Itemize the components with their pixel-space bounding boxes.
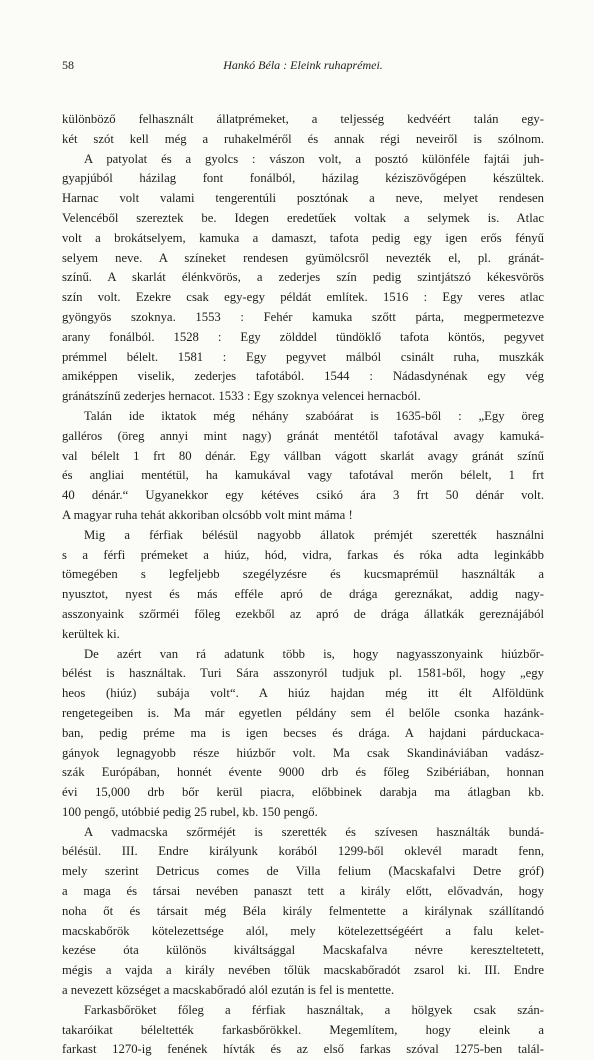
text-line: tömegében s legfeljebb szegélyzésre és kucsmaprémül használták a — [62, 567, 544, 582]
text-line: a magа és társai nevében panaszt tett a király előtt, elővadván, hogy — [62, 884, 544, 899]
body-text — [62, 110, 544, 1060]
text-line: különböző felhasznált állatprémeket, a teljesség kedvéért talán egy- — [62, 112, 544, 126]
text-line: takaróikat béleltették farkasbőrökkel. Megemlítem, hogy eleink a — [62, 1022, 544, 1037]
text-line: szák Európában, honnét évente 9000 drb és főleg Szibériában, honnan — [62, 765, 544, 780]
text-line: Farkasbőröket főleg a férfiak használtak, a hölgyek csak szán- — [84, 1002, 544, 1017]
text-line: kerültek ki. — [62, 626, 120, 641]
text-line: prémmel bélelt. 1581 : Egy pegyvet málból csinált ruha, muszkák — [62, 349, 544, 364]
text-line: nyusztot, nyest és más efféle apró de drága gereznákat, addig nagy- — [62, 587, 544, 602]
text-line: mely szerint Detricus comes de Villa felium (Macskafalvi Detre gróf) — [62, 864, 544, 879]
text-line: rengetegeiben is. Ma már egyetlen példány sem él belőle csonka hazánk- — [62, 705, 544, 720]
text-line: A magyar ruha tehát akkoriban olcsóbb volt mint máma ! — [62, 507, 353, 522]
text-line: bélésül. III. Endre királyunk korából 1299-ből oklevél maradt fenn, — [62, 844, 544, 859]
text-line: mégis a vajda a király nevében tőlük macskabőradót zsarol ki. III. Endre — [62, 963, 544, 978]
text-line: és angliai mentétül, ha kamukával vagy tafotával merőn bélelt, 1 frt — [62, 468, 544, 483]
running-title: Hankó Béla : Eleink ruhaprémei. — [223, 58, 383, 72]
text-line: Velencéből szereztek be. Idegen eredetűek voltak a selymek is. Atlac — [62, 210, 544, 225]
text-line: színű. A skarlát élénkvörös, a zederjes szín pedig szintjátszó kékesvörös — [62, 270, 544, 285]
text-line: s a férfi prémeket a hiúz, hód, vidra, farkas és róka adta leginkább — [62, 547, 544, 562]
text-line: Mig a férfiak bélésül nagyobb állatok prémjét szerették használni — [84, 527, 544, 542]
text-line: 40 dénár.“ Ugyanekkor egy kétéves csikó ára 3 frt 50 dénár volt. — [62, 488, 544, 503]
text-line: a nevezett községet a macskabőradó alól ezután is fel is mentette. — [62, 983, 395, 998]
text-line: ban, pedig préme ma is igen becses és drága. A hajdani párduckaca- — [62, 725, 544, 740]
text-line: évi 15,000 drb bőr kerül piacra, előbbinek darabja ma átlagban kb. — [62, 785, 544, 800]
text-line: arany fonálból. 1528 : Egy zölddel tündöklő tafota köntös, pegyvet — [62, 329, 544, 344]
text-line: 100 pengő, utóbbié pedig 25 rubel, kb. 150 pengő. — [62, 804, 318, 819]
page-number: 58 — [62, 58, 74, 72]
text-line: volt a brokátselyem, kamuka a damaszt, tafota pedig egy igen erős fényű — [62, 230, 544, 245]
text-line: kezése óta különös kiváltsággal Macskafalva névre kereszteltetett, — [62, 943, 544, 958]
text-line: Harnac volt valami tengerentúli posztónak a neve, melyet rendesen — [62, 191, 544, 206]
text-line: selyem neve. A színeket rendesen gyümölcsről nevezték el, pl. gránát- — [62, 250, 544, 265]
text-line: gányok legnagyobb része hiúzbőr volt. Ma csak Skandináviában vadász- — [62, 745, 544, 760]
text-line: A vadmacska szőrméjét is szerették és szívesen használták bundá- — [84, 824, 544, 839]
text-line: bélést is használtak. Turi Sára asszonyról tudjuk pl. 1581-ből, hogy „egy — [62, 666, 544, 681]
text-line: gyapjúból házilag font fonálból, házilag kéziszövőgépen készültek. — [62, 171, 544, 186]
text-line: galléros (öreg annyi mint nagy) gránát mentétől tafotával avagy kamuká- — [62, 428, 544, 443]
running-head — [62, 55, 544, 75]
text-line: De azért van rá adatunk több is, hogy nagyasszonyaink hiúzbőr- — [84, 646, 544, 661]
text-line: Talán ide iktatok még néhány szabóárat is 1635-ből : „Egy öreg — [84, 408, 544, 423]
text-line: gránátszínű zederjes hernacot. 1533 : Egy szoknya velencei hernacból. — [62, 389, 421, 404]
text-line: amiképpen viselik, zederjes tafotából. 1544 : Nádasdynénak egy vég — [62, 369, 544, 384]
text-line: farkast 1270-ig fenének hívták és az első farkas szóval 1275-ben talál- — [62, 1042, 544, 1057]
text-line: két szót kell még a ruhakelméről és annak régi neveiről is szólnom. — [62, 131, 544, 146]
text-line: asszonyaink szőrméi főleg ezekből az apró de drága állatkák gereznájából — [62, 606, 544, 621]
text-line: val bélelt 1 frt 80 dénár. Egy vállban vágott skarlát avagy gránát színű — [62, 448, 544, 463]
text-line: noha őt és társait még Béla király felmentette a királynak szállítandó — [62, 903, 544, 918]
text-line: gyöngyös szoknya. 1553 : Fehér kamuka szőtt pártа, megpermetezve — [62, 309, 544, 324]
text-line: A patyolat és a gyolcs : vászon volt, a posztó különféle fajtái juh- — [84, 151, 544, 166]
text-line: szín volt. Ezekre csak egy-egy példát említek. 1516 : Egy veres atlac — [62, 290, 544, 305]
text-line: macskabőrök kötelezettsége alól, mely kötelezettségéért a falu kelet- — [62, 923, 544, 938]
text-line: heos (hiúz) subája volt“. A hiúz hajdan még itt élt Alföldünk — [62, 686, 544, 701]
